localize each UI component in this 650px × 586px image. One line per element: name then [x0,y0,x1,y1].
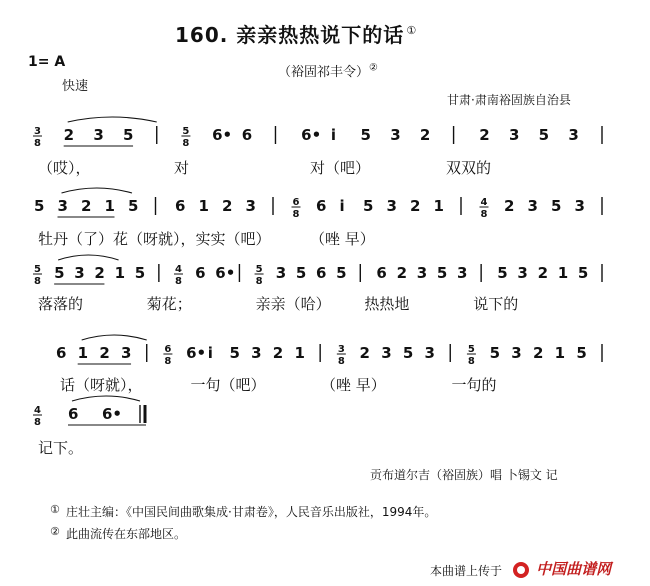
note: 2 [81,197,92,215]
time-signature-bottom: 8 [255,276,263,287]
slur-arc [62,188,133,193]
note: 5 [134,264,146,282]
time-signature-bottom: 8 [34,138,41,149]
note: 2 [532,344,544,362]
note: 5 [489,344,501,362]
note: 6 [316,264,327,282]
note: 5 [436,264,448,282]
time-signature-top: 4 [34,405,41,416]
note: 3 [424,344,435,362]
slur-arc [72,396,140,401]
footnote-2: 此曲流传在东部地区。 [66,527,187,541]
note: 2 [272,344,284,362]
time-signature-top: 4 [480,197,488,208]
lyric-phrase: （唑 早） [310,230,375,248]
note: 3 [93,126,104,144]
note: 5 [123,126,134,144]
note: 3 [74,264,85,282]
note: 2 [359,344,370,362]
note: 3 [275,264,287,282]
lyric-phrase: 热热地 [364,295,410,313]
time-signature-top: 6 [292,197,300,208]
lyric-phrase: （唑 早） [321,376,386,394]
time-signature-top: 5 [34,264,41,275]
note: 2 [63,126,75,144]
note: 6 [316,197,327,215]
lyric-phrase: 落落的 [38,295,84,313]
note: 2 [99,344,110,362]
song-subtitle: （裕固祁丰令）② [278,62,378,80]
time-signature-bottom: 8 [34,417,41,428]
note: 5 [360,126,371,144]
note: 3 [121,344,132,362]
time-signature-bottom: 8 [164,356,172,367]
note: 3 [574,197,585,215]
note: 5 [128,197,139,215]
upload-label: 本曲谱上传于 [430,564,503,578]
slur-arc [68,117,157,122]
note: 3 [57,197,68,215]
note: 1 [554,344,566,362]
note: 3 [517,264,528,282]
lyric-phrase: 牡丹（了）花（呀就），实实（吧） [38,230,271,248]
note: 6 [241,126,253,144]
time-signature-bottom: 8 [175,276,182,287]
note: 2 [396,264,408,282]
lyric-phrase: 记下。 [38,439,84,457]
lyrics-line-3 [0,293,650,313]
note: 5 [336,264,347,282]
note: 3 [245,197,256,215]
time-signature-bottom: 8 [467,356,475,367]
note: 6 [56,344,67,362]
note: 2 [94,264,105,282]
note: 1 [114,264,126,282]
note: 6 [68,405,79,423]
lyric-phrase: （哎）， [38,159,91,177]
time-signature-bottom: 8 [182,138,190,149]
time-signature-bottom: 8 [337,356,345,367]
time-signature-top: 3 [337,344,345,355]
lyric-phrase: 一句（吧） [190,376,266,394]
note: 2 [410,197,421,215]
time-signature-top: 4 [175,264,182,275]
lyrics-line-4 [0,374,650,394]
note: 3 [390,126,401,144]
note: 5 [538,126,550,144]
note: 2 [479,126,490,144]
note: 3 [251,344,262,362]
note: 3 [527,197,538,215]
note: 3 [568,126,579,144]
note: 3 [416,264,428,282]
logo-icon [511,560,531,580]
lyric-phrase: 双双的 [446,159,492,177]
note: 1 [557,264,569,282]
slur-arc [58,255,118,260]
song-title: 160. 亲亲热热说下的话 ① [175,23,418,47]
note: 3 [386,197,397,215]
slur-arc [82,335,147,340]
note: 6 [195,264,206,282]
note: 6• [186,344,207,362]
note: 3 [508,126,520,144]
note: i [207,344,213,362]
tempo-marking: 快速 [62,79,89,94]
note: 5 [577,264,589,282]
note: 6• [215,264,236,282]
time-signature-top: 6 [164,344,172,355]
time-signature-bottom: 8 [480,209,488,220]
lyric-phrase: 亲亲（哈） [255,295,331,313]
footnote-1: 庄壮主编：《中国民间曲歌集成·甘肃卷》，人民音乐出版社，1994年。 [66,505,437,519]
lyrics-line-5 [0,437,650,457]
note: 6• [102,405,123,423]
note: 6 [376,264,387,282]
note: 5 [402,344,414,362]
note: 5 [295,264,307,282]
lyric-phrase: 菊花； [146,295,192,313]
note: 1 [198,197,209,215]
note: 1 [433,197,444,215]
note: 5 [576,344,587,362]
note: 3 [457,264,468,282]
time-signature-top: 5 [467,344,475,355]
note: 2 [537,264,549,282]
note: 1 [294,344,305,362]
song-origin: 甘肃·肃南裕固族自治县 [447,93,571,107]
logo-text: 中国曲谱网 [536,560,612,578]
note: i [330,126,336,144]
note: 5 [229,344,240,362]
note: 5 [497,264,508,282]
time-signature-bottom: 8 [292,209,300,220]
lyrics-line-1 [0,157,650,177]
lyric-phrase: 说下的 [473,295,519,313]
lyrics-line-2 [0,228,650,248]
note: 3 [381,344,392,362]
credits: 贡布道尔吉（裕固族）唱 卜锡文 记 [370,468,558,482]
note: 6• [301,126,322,144]
key-signature: 1= A [28,54,66,70]
footnote-1-mark: ① [50,503,60,516]
note: 2 [504,197,515,215]
note: i [339,197,345,215]
time-signature-top: 5 [182,126,190,137]
note: 6 [175,197,186,215]
note: 6• [212,126,233,144]
note: 5 [363,197,374,215]
time-signature-top: 5 [255,264,263,275]
note: 5 [34,197,45,215]
note: 3 [511,344,522,362]
time-signature-bottom: 8 [34,276,41,287]
note: 5 [551,197,562,215]
note: 1 [77,344,89,362]
lyric-phrase: 对（吧） [310,159,371,177]
time-signature-top: 3 [34,126,41,137]
note: 1 [104,197,115,215]
note: 2 [222,197,233,215]
site-logo[interactable] [511,558,643,580]
lyric-phrase: 对 [174,159,190,177]
lyric-phrase: 一句的 [451,376,497,394]
note: 5 [54,264,65,282]
note: 2 [419,126,431,144]
lyric-phrase: 话（呀就）， [60,376,143,394]
footnote-2-mark: ② [50,525,60,538]
